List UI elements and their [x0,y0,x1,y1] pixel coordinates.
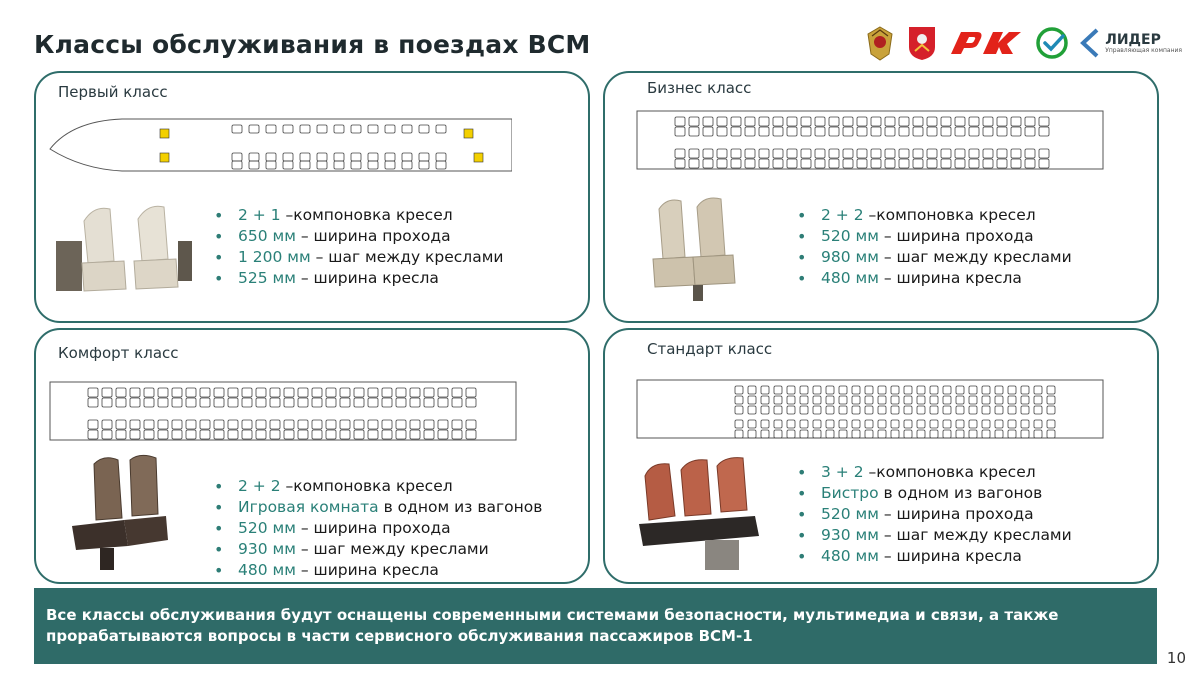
card-title: Первый класс [58,83,168,101]
feature-text: – шаг между креслами [295,540,489,558]
card-title: Бизнес класс [647,79,752,97]
check-logo-icon [1035,26,1069,60]
feature-text: – шаг между креслами [878,248,1072,266]
standard-class-features [795,462,1072,567]
feature-value: 1 200 мм [238,248,311,266]
first-class-seat-image [54,201,194,301]
feature-text: в одном из вагонов [378,498,543,516]
lider-caption: Управляющая компания [1105,46,1182,54]
feature-item [795,504,1072,525]
feature-text: – ширина кресла [295,269,439,287]
feature-value: 525 мм [238,269,296,287]
feature-text: –компоновка кресел [863,463,1036,481]
page-number: 10 [1166,649,1186,667]
banner-line-1: Все классы обслуживания будут оснащены современными системами безопасности, мультимедиа и связи, а также [46,606,1059,624]
comfort-class-seat-image [66,454,176,574]
feature-item [212,226,503,247]
feature-item [212,497,542,518]
feature-item [795,247,1072,268]
page-title: Классы обслуживания в поездах ВСМ [34,30,591,59]
feature-value: 930 мм [238,540,296,558]
standard-class-seat-image [635,456,785,576]
comfort-class-features [212,476,542,581]
lider-logo-icon [1079,28,1182,58]
feature-value: Бистро [821,484,879,502]
feature-value: 480 мм [821,547,879,565]
emblem-icon [863,24,897,62]
business-class-features [795,205,1072,289]
feature-item [795,205,1072,226]
feature-item [795,226,1072,247]
feature-value: Игровая комната [238,498,379,516]
card-standard-class [603,328,1159,584]
feature-value: 650 мм [238,227,296,245]
feature-text: – шаг между креслами [310,248,504,266]
feature-item [212,518,542,539]
lider-name: ЛИДЕР [1105,31,1161,48]
feature-text: в одном из вагонов [878,484,1043,502]
feature-value: 2 + 2 [238,477,281,495]
feature-item [795,525,1072,546]
feature-text: –компоновка кресел [863,206,1036,224]
rzd-logo-icon [947,28,1025,58]
moscow-coat-icon [907,25,937,61]
card-title: Стандарт класс [647,340,773,358]
feature-item [212,205,503,226]
logo-bar [863,24,1182,62]
card-first-class [34,71,590,323]
feature-item [795,546,1072,567]
feature-value: 980 мм [821,248,879,266]
standard-class-floor-plan [635,374,1105,446]
feature-item [212,268,503,289]
card-business-class [603,71,1159,323]
feature-value: 2 + 1 [238,206,281,224]
feature-text: – ширина кресла [878,269,1022,287]
feature-text: – ширина прохода [878,505,1034,523]
info-banner [34,588,1157,664]
feature-text: – ширина кресла [295,561,439,579]
feature-item [212,539,542,560]
feature-item [212,476,542,497]
feature-item [212,247,503,268]
feature-value: 930 мм [821,526,879,544]
business-class-seat-image [649,195,759,305]
feature-value: 520 мм [821,505,879,523]
first-class-floor-plan [42,109,512,179]
card-title: Комфорт класс [58,344,179,362]
feature-text: – ширина кресла [878,547,1022,565]
feature-value: 3 + 2 [821,463,864,481]
card-comfort-class [34,328,590,584]
business-class-floor-plan [635,105,1105,177]
feature-text: –компоновка кресел [280,477,453,495]
first-class-features [212,205,503,289]
feature-value: 520 мм [821,227,879,245]
feature-item [212,560,542,581]
comfort-class-floor-plan [48,376,518,446]
feature-value: 520 мм [238,519,296,537]
feature-text: – ширина прохода [295,519,451,537]
feature-text: – ширина прохода [878,227,1034,245]
feature-text: –компоновка кресел [280,206,453,224]
feature-item [795,462,1072,483]
feature-value: 480 мм [238,561,296,579]
feature-item [795,268,1072,289]
feature-text: – шаг между креслами [878,526,1072,544]
feature-value: 480 мм [821,269,879,287]
feature-value: 2 + 2 [821,206,864,224]
feature-item [795,483,1072,504]
banner-line-2: прорабатываются вопросы в части сервисного обслуживания пассажиров ВСМ-1 [46,627,753,645]
feature-text: – ширина прохода [295,227,451,245]
